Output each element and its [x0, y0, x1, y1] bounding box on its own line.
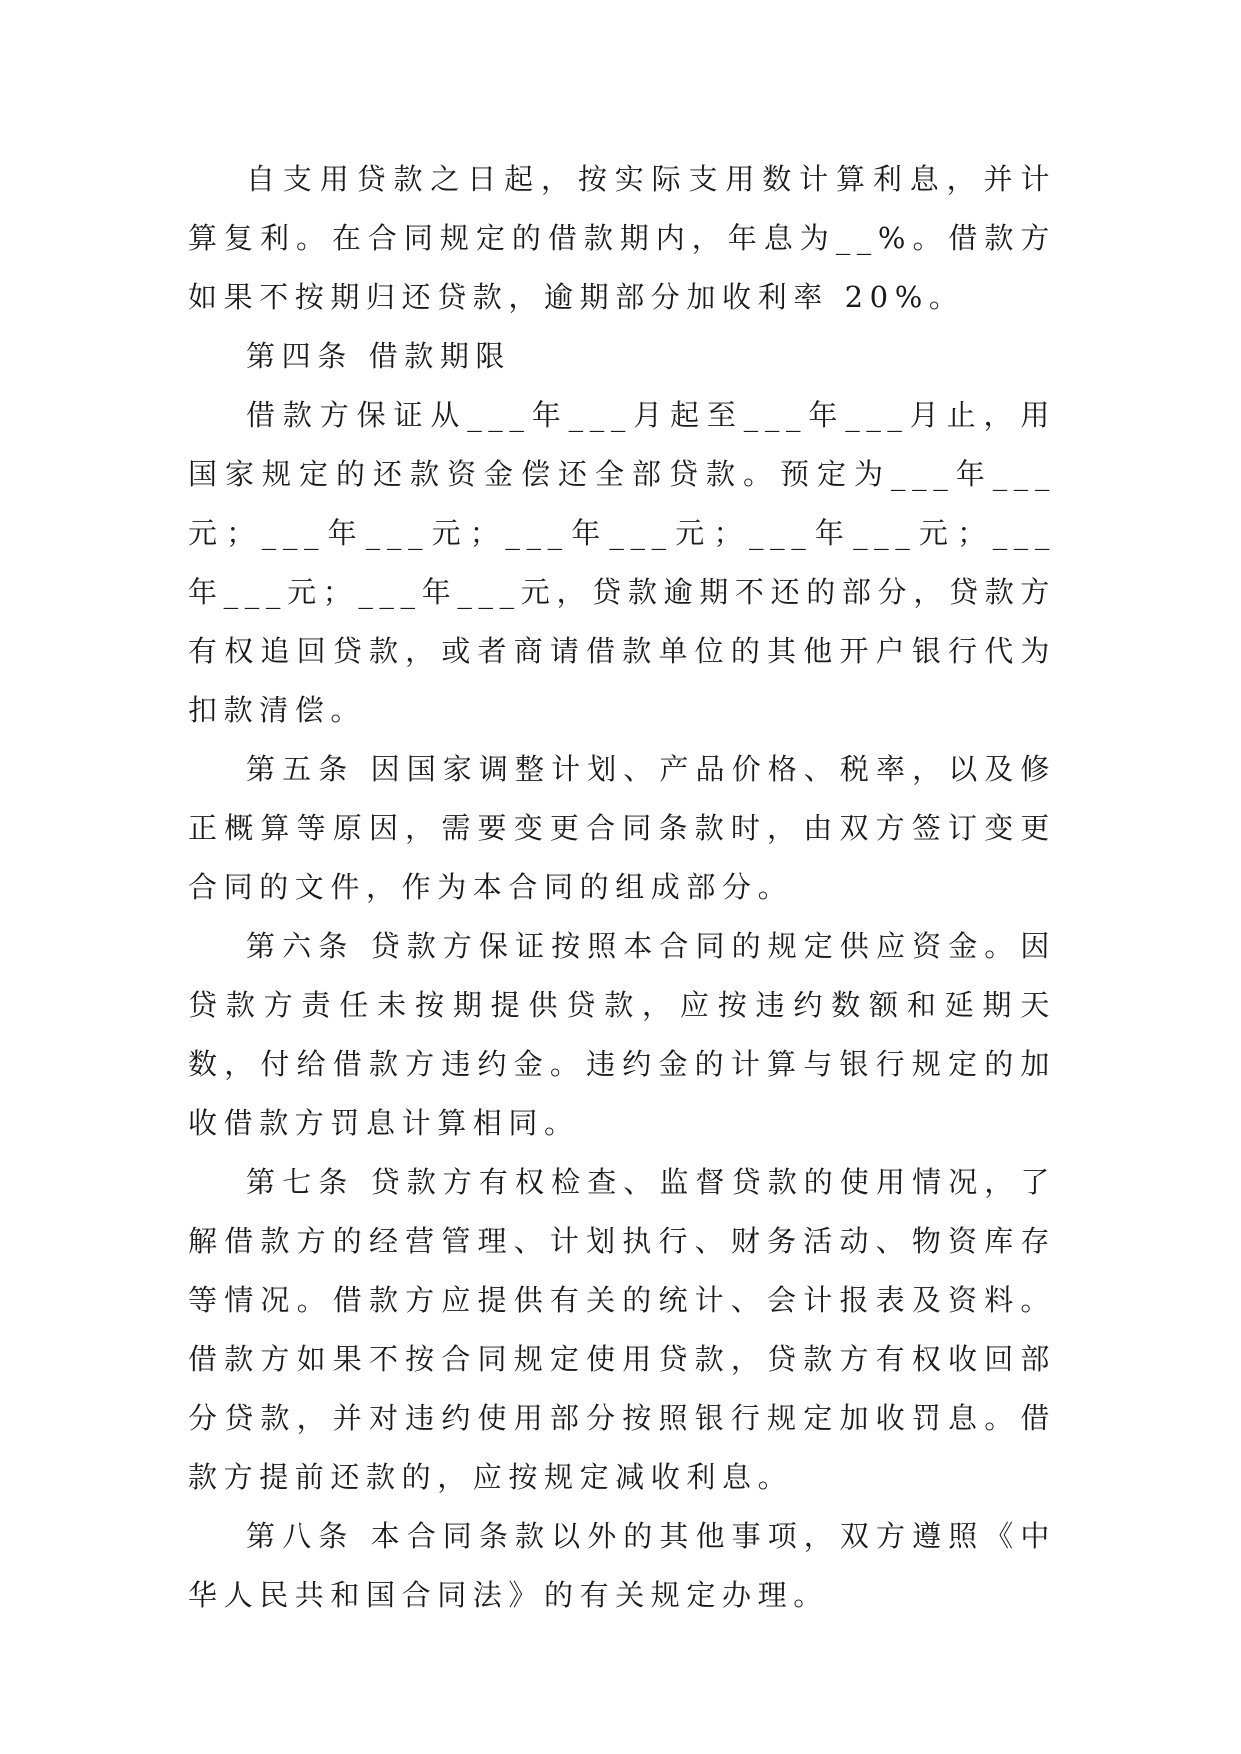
paragraph-article-7: 第七条 贷款方有权检查、监督贷款的使用情况，了解借款方的经营管理、计划执行、财务活动、物资库存等情况。借款方应提供有关的统计、会计报表及资料。借款方如果不按合同规定使用贷款，贷款方有权收回部分贷款，并对违约使用部分按照银行规定加收罚息。借款方提前还款的，应按规定减收利息。 [188, 1165, 1056, 1494]
paragraph-article-4: 借款方保证从___年___月起至___年___月止，用国家规定的还款资金偿还全部贷款。预定为___年___元；___年___元；___年___元；___年___元；___年___元；___年___元，贷款逾期不还的部分，贷款方有权追回贷款，或者商请借款单位的其他开户银行代为扣款清偿。 [188, 398, 1056, 727]
paragraph-article-8: 第八条 本合同条款以外的其他事项，双方遵照《中华人民共和国合同法》的有关规定办理。 [188, 1519, 1056, 1612]
heading-article-4: 第四条 借款期限 [246, 339, 512, 373]
document-page [188, 150, 1056, 1625]
paragraph-article-6: 第六条 贷款方保证按照本合同的规定供应资金。因贷款方责任未按期提供贷款，应按违约数额和延期天数，付给借款方违约金。违约金的计算与银行规定的加收借款方罚息计算相同。 [188, 929, 1056, 1140]
paragraph-interest: 自支用贷款之日起，按实际支用数计算利息，并计算复利。在合同规定的借款期内，年息为__%。借款方如果不按期归还贷款，逾期部分加收利率 20%。 [188, 162, 1056, 314]
paragraph-article-5: 第五条 因国家调整计划、产品价格、税率，以及修正概算等原因，需要变更合同条款时，由双方签订变更合同的文件，作为本合同的组成部分。 [188, 752, 1056, 904]
